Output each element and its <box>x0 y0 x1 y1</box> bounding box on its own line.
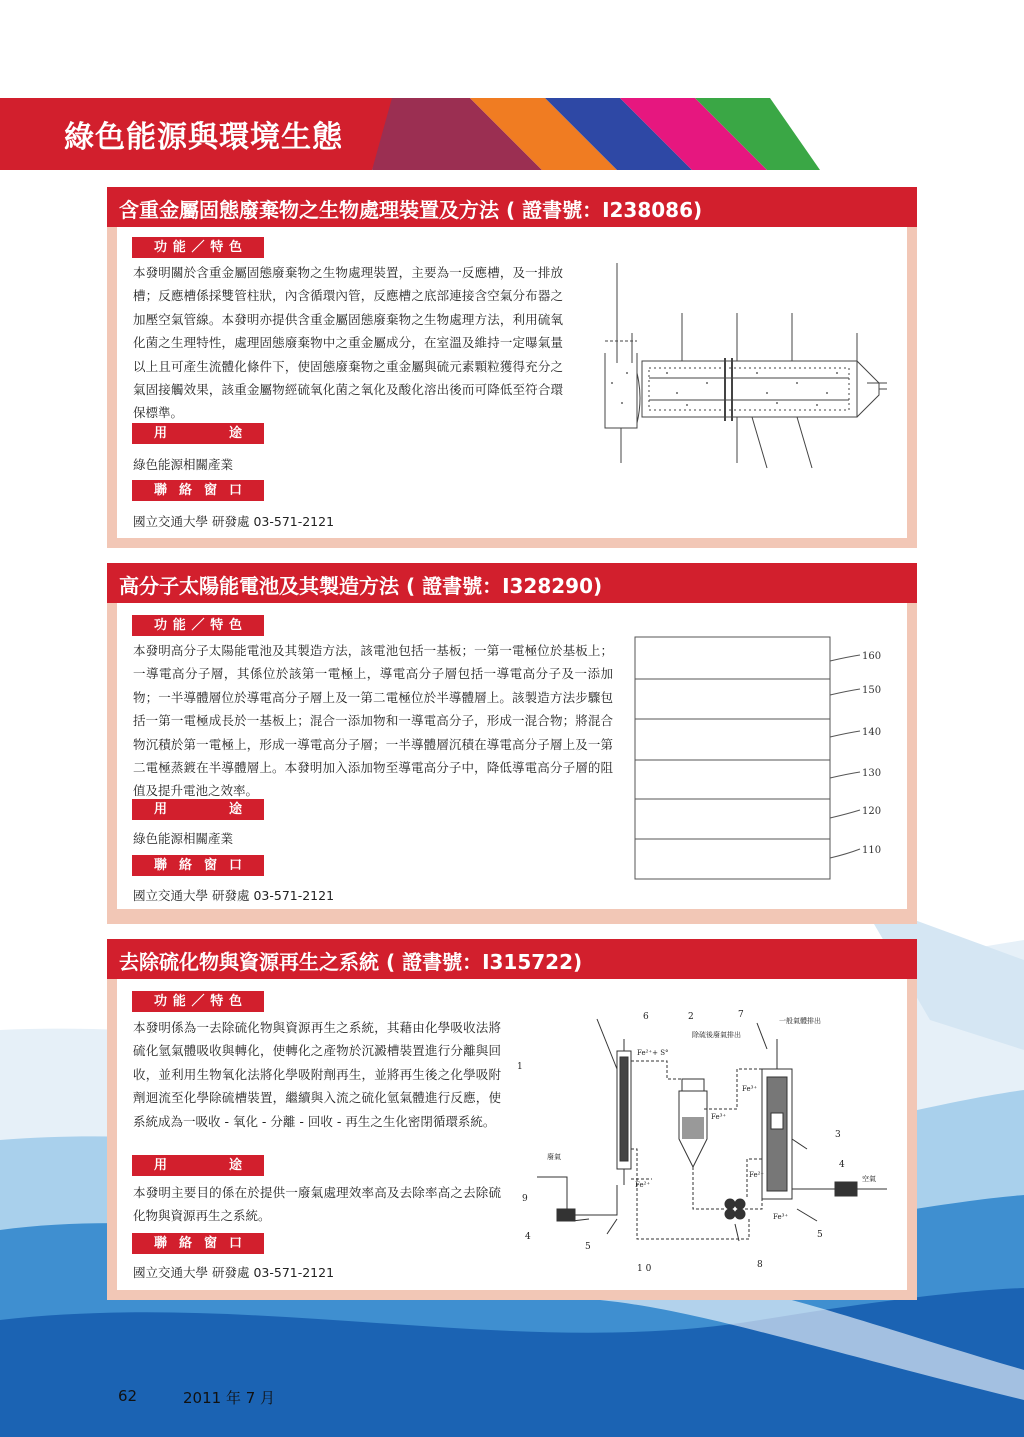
layer-label: 160 <box>862 651 882 662</box>
feature-text: 本發明係為一去除硫化物與資源再生之系統，其藉由化學吸收法將硫化氫氣體吸收與轉化，使轉化之產物於沉澱槽裝置進行分離與回收，並利用生物氧化法將化學吸附劑再生，並將再生後之化學吸附劑迴流至化學除硫槽裝置，繼續與入流之硫化氫氣體進行反應，使系統成為一吸收 - 氧化 - 分離 - 回收 - 再生之生化密閉循環系統。 <box>133 1020 501 1129</box>
feature-text: 本發明高分子太陽能電池及其製造方法，該電池包括一基板；一第一電極位於基板上；一導電高分子層，其係位於該第一電極上，導電高分子層包括一導電高分子及一添加物；一半導體層位於導電高分子層上及一第二電極位於半導體層上。該製造方法步驟包括一第一電極成長於一基板上；混合一添加物和一導電高分子，形成一混合物；將混合物沉積於第一電極上，形成一導電高分子層；一半導體層沉積在導電高分子層上及一第二電極蒸鍍在半導體層上。本發明加入添加物至導電高分子中，降低導電高分子層的阻值及提升電池之效率。 <box>133 643 613 799</box>
diagram-label: 1 <box>517 1062 523 1072</box>
diagram-label: 廢氣 <box>547 1153 561 1161</box>
issue-date: 2011 年 7 月 <box>183 1389 276 1407</box>
card-title: 高分子太陽能電池及其製造方法 ( 證書號：I328290) <box>119 574 603 598</box>
contact-text: 國立交通大學 研發處 03-571-2121 <box>133 514 335 529</box>
usage-label: 用途 <box>132 423 264 444</box>
card-body <box>117 227 907 538</box>
layer-label: 150 <box>862 685 882 696</box>
diagram-label: Fe²⁺+ S° <box>637 1049 669 1057</box>
usage-label: 用途 <box>132 1155 264 1176</box>
feature-text: 本發明關於含重金屬固態廢棄物之生物處理裝置，主要為一反應槽，及一排放槽；反應槽係採雙管柱狀，內含循環內管，反應槽之底部連接含空氣分布器之加壓空氣管線。本發明亦提供含重金屬固態廢棄物之生物處理方法，利用硫氧化菌之生理特性，處理固態廢棄物中之重金屬成分，在室溫及維持一定曝氣量以上且可產生流體化條件下，使固態廢棄物之重金屬與硫元素顆粒獲得充分之氣固接觸效果，該重金屬物經硫氧化菌之氧化及酸化溶出後而可降低至符合環保標準。 <box>133 265 563 421</box>
solar-cell-layer-diagram <box>632 633 892 883</box>
diagram-label: 9 <box>522 1194 528 1204</box>
diagram-label: 3 <box>835 1130 841 1140</box>
diagram-label: 5 <box>585 1242 591 1252</box>
usage-text: 綠色能源相關產業 <box>133 831 234 846</box>
feature-label: 功能／特色 <box>132 615 264 636</box>
diagram-label: 除硫後廢氣排出 <box>692 1031 741 1039</box>
diagram-label: 4 <box>839 1160 845 1170</box>
diagram-label: 8 <box>757 1260 763 1270</box>
feature-label: 功能／特色 <box>132 237 264 258</box>
card-title: 含重金屬固態廢棄物之生物處理裝置及方法 ( 證書號：I238086) <box>119 198 703 222</box>
layer-label: 120 <box>862 806 882 817</box>
contact-label: 聯絡窗口 <box>132 855 264 876</box>
contact-label: 聯絡窗口 <box>132 1233 264 1254</box>
card-title: 去除硫化物與資源再生之系統 ( 證書號：I315722) <box>119 950 583 974</box>
layer-label: 110 <box>862 845 882 856</box>
contact-text: 國立交通大學 研發處 03-571-2121 <box>133 1265 335 1280</box>
page-number: 62 <box>118 1387 138 1405</box>
usage-label: 用途 <box>132 799 264 820</box>
diagram-label: 2 <box>688 1012 694 1022</box>
diagram-label: Fe²⁺ <box>635 1181 651 1189</box>
diagram-label: 1 0 <box>637 1264 652 1274</box>
diagram-label: Fe³⁺ <box>711 1113 727 1121</box>
patent-card-3 <box>107 939 917 1300</box>
diagram-label: 空氣 <box>862 1175 876 1183</box>
layer-label: 130 <box>862 768 882 779</box>
card-body <box>117 603 907 909</box>
card-header <box>107 939 917 979</box>
layer-label: 140 <box>862 727 882 738</box>
diagram-label: Fe³⁺ <box>773 1213 789 1221</box>
diagram-label: Fe³⁺ <box>742 1085 758 1093</box>
diagram-label: 6 <box>643 1012 649 1022</box>
contact-label: 聯絡窗口 <box>132 480 264 501</box>
bioreactor-diagram <box>587 233 892 533</box>
diagram-label: 7 <box>738 1010 744 1020</box>
card-body <box>117 979 907 1290</box>
usage-text: 本發明主要目的係在於提供一廢氣處理效率高及去除率高之去除硫化物與資源再生之系統。 <box>133 1185 501 1224</box>
contact-text: 國立交通大學 研發處 03-571-2121 <box>133 888 335 903</box>
diagram-label: 一般氣體排出 <box>779 1017 821 1025</box>
card-header <box>107 563 917 603</box>
card-header <box>107 187 917 227</box>
patent-card-2 <box>107 563 917 924</box>
patent-card-1 <box>107 187 917 548</box>
diagram-label: 4 <box>525 1232 531 1242</box>
diagram-label: 5 <box>817 1230 823 1240</box>
usage-text: 綠色能源相關產業 <box>133 457 234 472</box>
section-title: 綠色能源與環境生態 <box>64 120 343 155</box>
feature-label: 功能／特色 <box>132 991 264 1012</box>
desulfurization-system-diagram <box>517 1009 902 1279</box>
diagram-label: Fe²⁺ <box>749 1171 765 1179</box>
